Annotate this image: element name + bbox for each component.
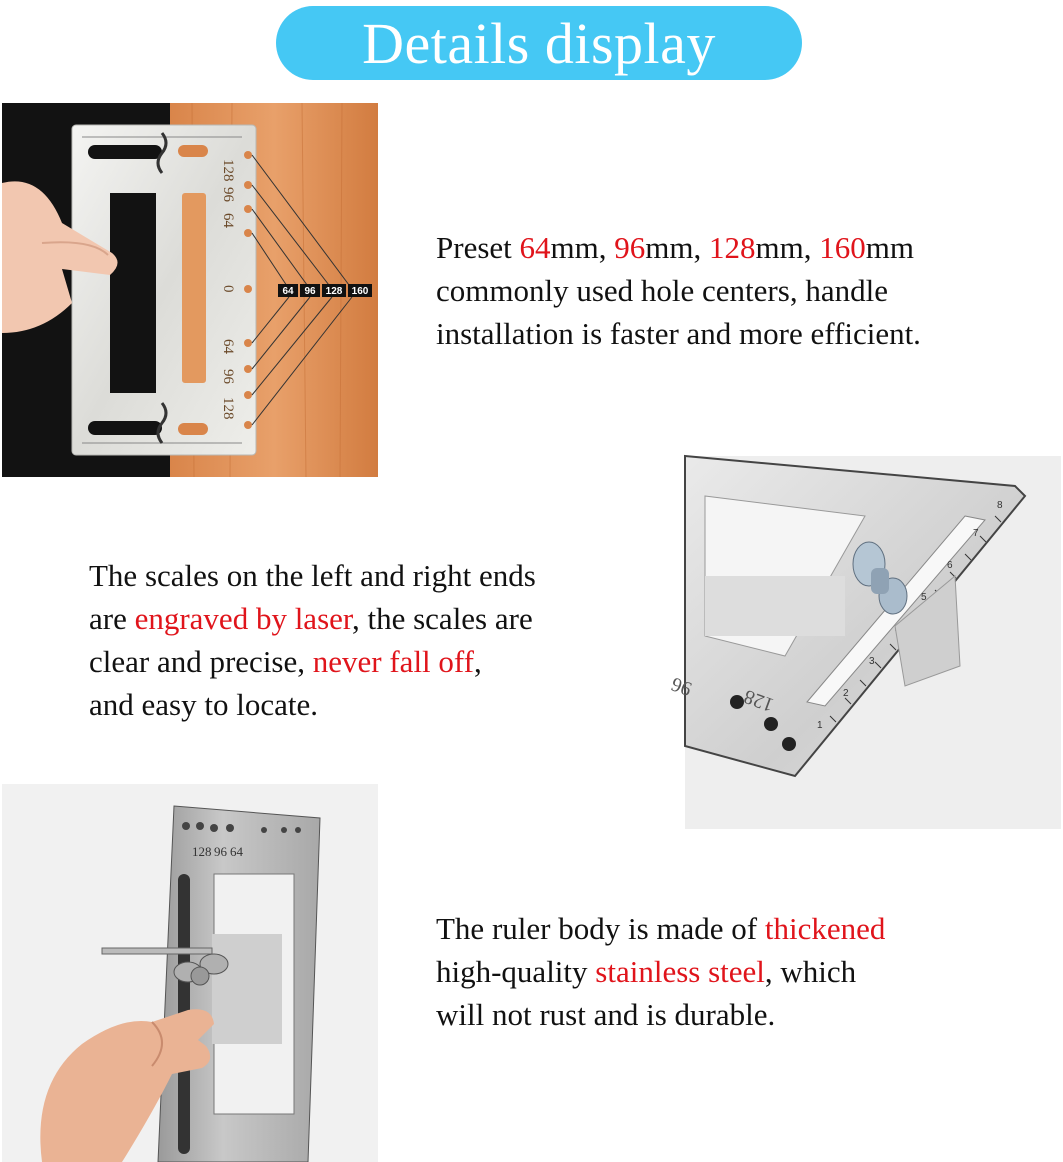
text-block-hole-centers [436,226,921,355]
scale-3: 3 [869,656,875,667]
label-96: 96 [668,672,695,700]
tag-160: 160 [351,286,369,297]
photo-template-on-door [2,103,378,477]
label-top-96: 96 [220,187,236,202]
line-3: clear and precise, never fall off, [89,644,482,679]
tag-96: 96 [304,286,316,297]
label-bottom-96: 96 [220,369,236,384]
line-3: installation is faster and more efficient. [436,316,921,351]
label-128: 128 [740,685,777,716]
scale-6: 6 [947,560,953,571]
label-128: 128 [192,844,212,859]
text-block-laser-scales [89,554,536,726]
line-2: commonly used hole centers, handle [436,273,888,308]
label-64: 64 [230,844,243,859]
label-bottom-128: 128 [220,397,236,420]
text-block-stainless-steel [436,907,885,1036]
scale-8: 8 [997,500,1003,511]
label-top-64: 64 [220,213,236,228]
label-bottom-64: 64 [220,339,236,354]
header-title: Details display [362,10,716,76]
line-1: The scales on the left and right ends [89,558,536,593]
line-3: will not rust and is durable. [436,997,776,1032]
scale-1: 1 [817,720,823,731]
label-top-128: 128 [220,159,236,182]
scale-7: 7 [973,528,979,539]
line-2: are engraved by laser, the scales are [89,601,533,636]
line-4: and easy to locate. [89,687,318,722]
tag-128: 128 [325,286,343,297]
scale-5: 5 [921,592,927,603]
line-1: The ruler body is made of thickened [436,911,886,946]
line-1: Preset 64mm, 96mm, 128mm, 160mm [436,230,914,265]
tag-64: 64 [282,286,294,297]
line-2: high-quality stainless steel, which [436,954,857,989]
scale-2: 2 [843,688,849,699]
label-center-0: 0 [220,285,236,293]
label-96: 96 [214,844,227,859]
photo-hand-holding-ruler [2,784,378,1162]
header-banner [276,6,802,80]
photo-ruler-closeup [668,456,1061,829]
